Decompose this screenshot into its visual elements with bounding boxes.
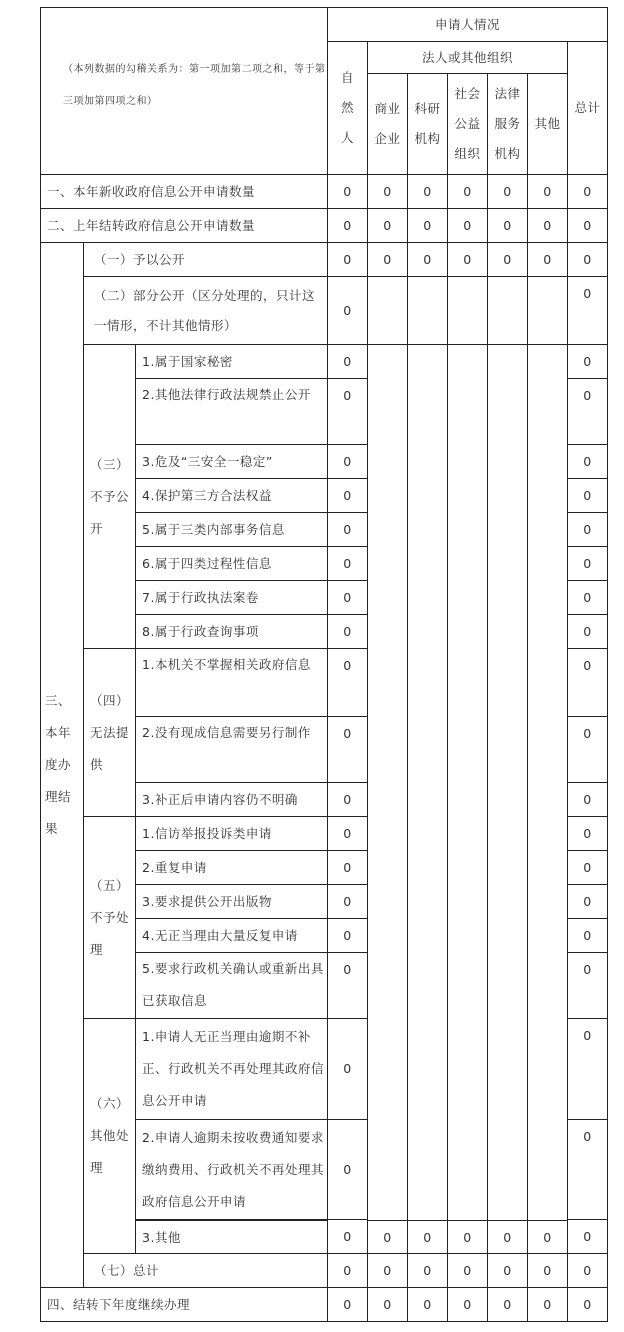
g6-item-label: 3.其他 (136, 1220, 328, 1254)
row-carryover-label: 二、上年结转政府信息公开申请数量 (40, 209, 328, 243)
cell (488, 277, 528, 345)
cell: 0 (488, 1254, 528, 1288)
cell: 0 (328, 615, 368, 649)
cell: 0 (328, 1254, 368, 1288)
cell: 0 (568, 851, 608, 885)
empty-col (408, 345, 448, 1220)
g3-item-label: 3.危及“三安全一稳定” (136, 445, 328, 479)
g3-item-label: 2.其他法律行政法规禁止公开 (136, 379, 328, 445)
cell (528, 277, 568, 345)
col-legal-service: 法律服务机构 (488, 74, 528, 175)
cell: 0 (328, 175, 368, 209)
g5-label: （五）不予处理 (84, 817, 136, 1019)
statistics-table (40, 7, 608, 1322)
org-group-header: 法人或其他组织 (368, 42, 568, 74)
cell: 0 (328, 277, 368, 345)
g3-item-label: 5.属于三类内部事务信息 (136, 513, 328, 547)
g5-item-label: 4.无正当理由大量反复申请 (136, 919, 328, 953)
table-note: （本列数据的勾稽关系为：第一项加第二项之和，等于第三项加第四项之和） (40, 7, 328, 175)
cell: 0 (448, 209, 488, 243)
empty-col (368, 345, 408, 1220)
cell: 0 (488, 209, 528, 243)
g5-item-label: 2.重复申请 (136, 851, 328, 885)
cell: 0 (528, 243, 568, 277)
cell: 0 (568, 817, 608, 851)
cell: 0 (568, 649, 608, 717)
g2-label: （二）部分公开（区分处理的，只计这一情形，不计其他情形） (84, 277, 328, 345)
g5-item-label: 1.信访举报投诉类申请 (136, 817, 328, 851)
cell: 0 (328, 581, 368, 615)
cell: 0 (368, 175, 408, 209)
cell: 0 (328, 1288, 368, 1322)
empty-col (448, 345, 488, 1220)
g3-item-label: 6.属于四类过程性信息 (136, 547, 328, 581)
col-other: 其他 (528, 74, 568, 175)
cell: 0 (568, 919, 608, 953)
g3-item-label: 8.属于行政查询事项 (136, 615, 328, 649)
g6-item-label: 2.申请人逾期未按收费通知要求缴纳费用、行政机关不再处理其政府信息公开申请 (136, 1120, 328, 1220)
g5-item-label: 3.要求提供公开出版物 (136, 885, 328, 919)
cell: 0 (568, 277, 608, 345)
cell: 0 (328, 649, 368, 717)
cell: 0 (368, 243, 408, 277)
cell: 0 (568, 1019, 608, 1120)
row-new-requests-label: 一、本年新收政府信息公开申请数量 (40, 175, 328, 209)
cell: 0 (488, 175, 528, 209)
cell: 0 (328, 513, 368, 547)
g7-label: （七）总计 (84, 1254, 328, 1288)
cell: 0 (328, 243, 368, 277)
cell: 0 (368, 1220, 408, 1254)
g6-label: （六）其他处理 (84, 1019, 136, 1254)
g3-item-label: 1.属于国家秘密 (136, 345, 328, 379)
cell: 0 (568, 513, 608, 547)
cell: 0 (328, 953, 368, 1019)
col-public-welfare: 社会公益组织 (448, 74, 488, 175)
cell: 0 (328, 851, 368, 885)
cell: 0 (568, 479, 608, 513)
cell: 0 (328, 209, 368, 243)
empty-col (488, 345, 528, 1220)
cell: 0 (568, 209, 608, 243)
cell: 0 (408, 209, 448, 243)
cell: 0 (568, 379, 608, 445)
cell: 0 (328, 1220, 368, 1254)
cell: 0 (488, 243, 528, 277)
g5-item-label: 5.要求行政机关确认或重新出具已获取信息 (136, 953, 328, 1019)
cell: 0 (568, 175, 608, 209)
cell: 0 (568, 953, 608, 1019)
cell: 0 (528, 1220, 568, 1254)
cell: 0 (568, 1254, 608, 1288)
cell: 0 (408, 243, 448, 277)
cell: 0 (568, 345, 608, 379)
cell: 0 (568, 445, 608, 479)
g1-label: （一）予以公开 (84, 243, 328, 277)
cell (408, 277, 448, 345)
cell: 0 (328, 1019, 368, 1120)
cell: 0 (328, 885, 368, 919)
cell: 0 (328, 919, 368, 953)
cell: 0 (408, 175, 448, 209)
cell: 0 (448, 175, 488, 209)
cell: 0 (568, 581, 608, 615)
cell: 0 (328, 817, 368, 851)
cell: 0 (368, 1288, 408, 1322)
cell: 0 (568, 243, 608, 277)
empty-col (528, 345, 568, 1220)
cell: 0 (448, 1288, 488, 1322)
cell: 0 (568, 1120, 608, 1220)
row-carry-next-label: 四、结转下年度继续办理 (40, 1288, 328, 1322)
cell: 0 (328, 717, 368, 783)
cell: 0 (568, 1288, 608, 1322)
cell: 0 (328, 379, 368, 445)
g3-item-label: 4.保护第三方合法权益 (136, 479, 328, 513)
cell: 0 (568, 547, 608, 581)
cell: 0 (368, 209, 408, 243)
g4-label: （四）无法提供 (84, 649, 136, 817)
cell: 0 (528, 1254, 568, 1288)
cell: 0 (568, 783, 608, 817)
cell: 0 (408, 1288, 448, 1322)
cell: 0 (368, 1254, 408, 1288)
cell: 0 (408, 1254, 448, 1288)
g4-item-label: 1.本机关不掌握相关政府信息 (136, 649, 328, 717)
cell: 0 (328, 479, 368, 513)
cell: 0 (528, 1288, 568, 1322)
cell: 0 (448, 1220, 488, 1254)
cell (448, 277, 488, 345)
cell: 0 (328, 445, 368, 479)
cell: 0 (488, 1220, 528, 1254)
g4-item-label: 2.没有现成信息需要另行制作 (136, 717, 328, 783)
cell: 0 (568, 1220, 608, 1254)
cell: 0 (568, 885, 608, 919)
cell: 0 (568, 717, 608, 783)
col-commercial: 商业企业 (368, 74, 408, 175)
g4-item-label: 3.补正后申请内容仍不明确 (136, 783, 328, 817)
cell (368, 277, 408, 345)
col-research: 科研机构 (408, 74, 448, 175)
cell: 0 (528, 209, 568, 243)
cell: 0 (328, 547, 368, 581)
cell: 0 (488, 1288, 528, 1322)
cell: 0 (408, 1220, 448, 1254)
cell: 0 (528, 175, 568, 209)
col-total: 总计 (568, 42, 608, 175)
col-natural-person: 自然人 (328, 42, 368, 175)
cell: 0 (328, 345, 368, 379)
g3-item-label: 7.属于行政执法案卷 (136, 581, 328, 615)
cell: 0 (448, 243, 488, 277)
cell: 0 (328, 783, 368, 817)
g6-item-label: 1.申请人无正当理由逾期不补正、行政机关不再处理其政府信息公开申请 (136, 1019, 328, 1120)
section3-label: 三、本年度办理结果 (40, 243, 84, 1288)
applicant-header: 申请人情况 (328, 7, 608, 42)
g3-label: （三）不予公开 (84, 345, 136, 649)
cell: 0 (328, 1120, 368, 1220)
cell: 0 (448, 1254, 488, 1288)
cell: 0 (568, 615, 608, 649)
